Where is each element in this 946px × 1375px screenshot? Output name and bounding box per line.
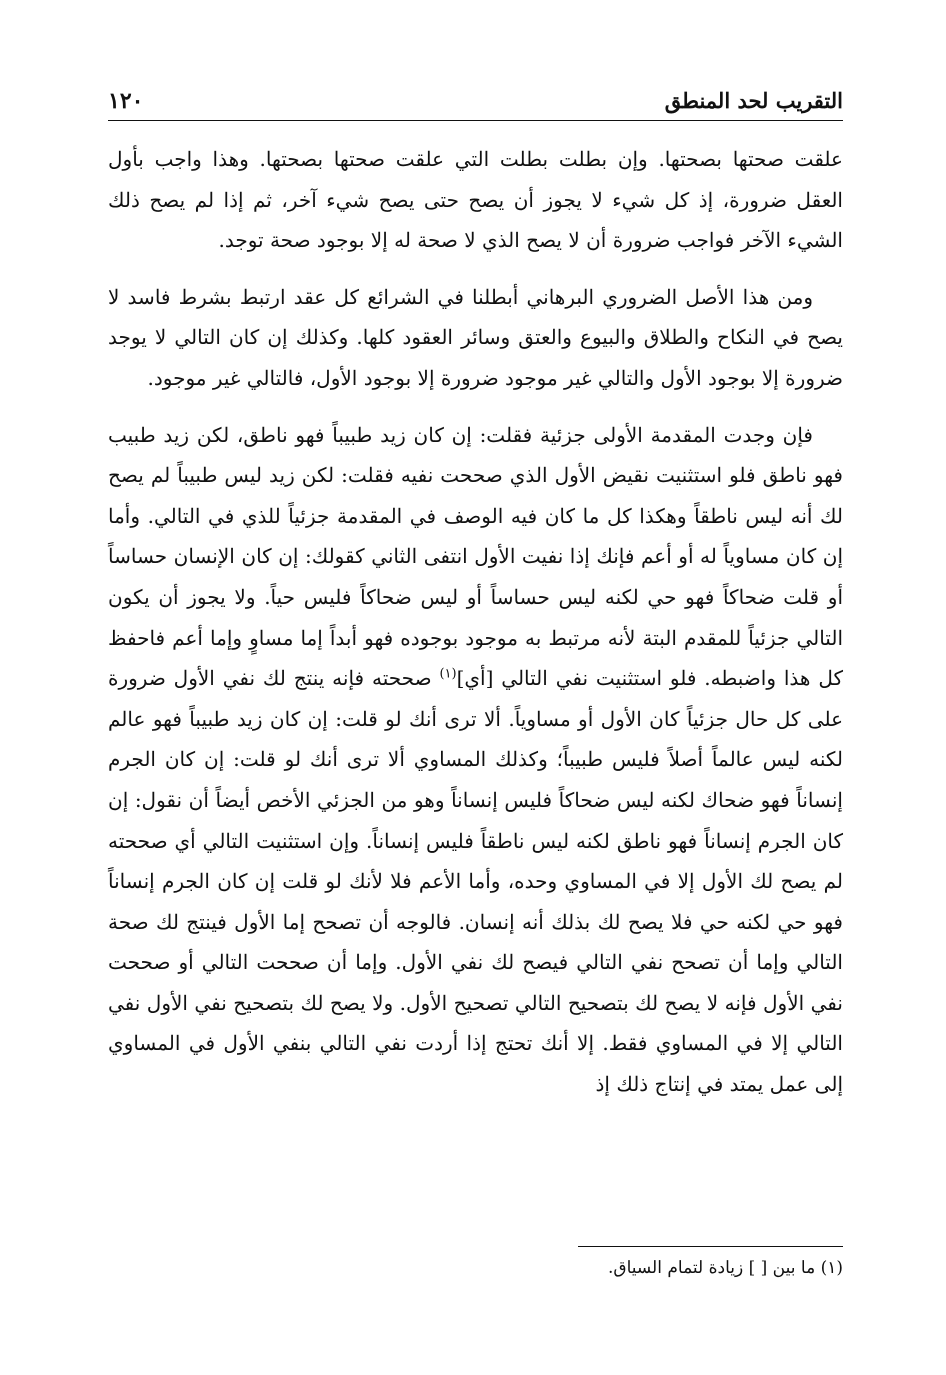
footnote-divider — [578, 1246, 843, 1247]
footnote-reference: (١) — [439, 666, 457, 682]
paragraph: ومن هذا الأصل الضروري البرهاني أبطلنا في الشرائع كل عقد ارتبط بشرط فاسد لا يصح في النكاح والطلاق والبيوع والعتق وسائر العقود كلها. وكذلك إن كان التالي لا يوجد ضرورة إلا بوجود الأول والتالي غير موجود ضرورة إلا بوجود الأول، فالتالي غير موجود. — [108, 284, 843, 390]
footnote-number: (١) — [820, 1258, 843, 1278]
paragraph-text: صححته فإنه ينتج لك نفي الأول ضرورة على كل حال جزئياً كان الأول أو مساوياً. ألا ترى أنك لو قلت: إن كان زيد طبيباً فهو عالم لكنه ليس عالماً أصلاً فليس طبيباً؛ وكذلك المساوي ألا ترى أنك لو قلت: إن كان الجرم إنساناً فهو ضحاك لكنه ليس ضحاكاً فليس إنساناً وهو من الجزئي الأخص أيضاً أن نقول: إن كان الجرم إنساناً فهو ناطق لكنه ليس ناطقاً فليس إنساناً. وإن استثنيت التالي أي صححته لم يصح لك الأول إلا في المساوي وحده، وأما الأعم فلا لأنك لو قلت إن كان الجرم إنساناً فهو حي لكنه حي فلا يصح لك بذلك أنه إنسان. فالوجه أن تصحح إما الأول فينتج لك صحة التالي وإما أن تصحح نفي التالي فيصح لك نفي الأول. وإما أن صححت التالي أو صححت نفي الأول فإنه لا يصح لك بتصحيح التالي تصحيح الأول. ولا يصح لك بتصحيح نفي الأول نفي التالي إلا في المساوي فقط. إلا أنك تحتج إذا أردت نفي التالي بنفي الأول في المساوي إلى عمل يمتد في إنتاج ذلك إذ — [108, 666, 843, 1097]
footnote — [608, 1258, 843, 1278]
book-page — [108, 88, 844, 1278]
footnote-text: ما بين [ ] زيادة لتمام السياق. — [607, 1258, 816, 1278]
paragraph — [108, 415, 843, 1105]
book-title: التقريب لحد المنطق — [664, 88, 843, 113]
editorial-insert: [أي] — [456, 666, 494, 691]
paragraph-text: فإن وجدت المقدمة الأولى جزئية فقلت: إن كان زيد طبيباً فهو ناطق، لكن زيد طبيب فهو ناطق فلو استثنيت نقيض الأول الذي صححت نفيه فقلت: لكن زيد ليس طبيباً لم يصح لك أنه ليس ناطقاً وهكذا كل ما كان فيه الوصف في المقدمة جزئياً للذي في التالي. وأما إن كان مساوياً له أو أعم فإنك إذا نفيت الأول انتفى الثاني كقولك: إن كان الإنسان حساساً أو قلت ضحاكاً فهو حي لكنه ليس حساساً أو ليس ضحاكاً فليس حياً. ولا يجوز أن يكون التالي جزئياً للمقدم البتة لأنه مرتبط به موجود بوجوده فهو أبداً إما مساوٍ وإما أعم فاحفظ كل هذا واضبطه. فلو استثنيت نفي التالي — [108, 422, 844, 691]
page-number: ١٢٠ — [108, 88, 144, 114]
running-header — [108, 88, 843, 121]
paragraph: علقت صحتها بصحتها. وإن بطلت بطلت التي علقت صحتها بصحتها. وهذا واجب بأول العقل ضرورة، إذ كل شيء لا يجوز أن يصح حتى يصح شيء آخر، ثم إذا لم يصح ذلك الشيء الآخر فواجب ضرورة أن لا يصح الذي لا صحة له إلا بوجود صحة توجد. — [108, 147, 843, 253]
main-text — [108, 139, 843, 1105]
